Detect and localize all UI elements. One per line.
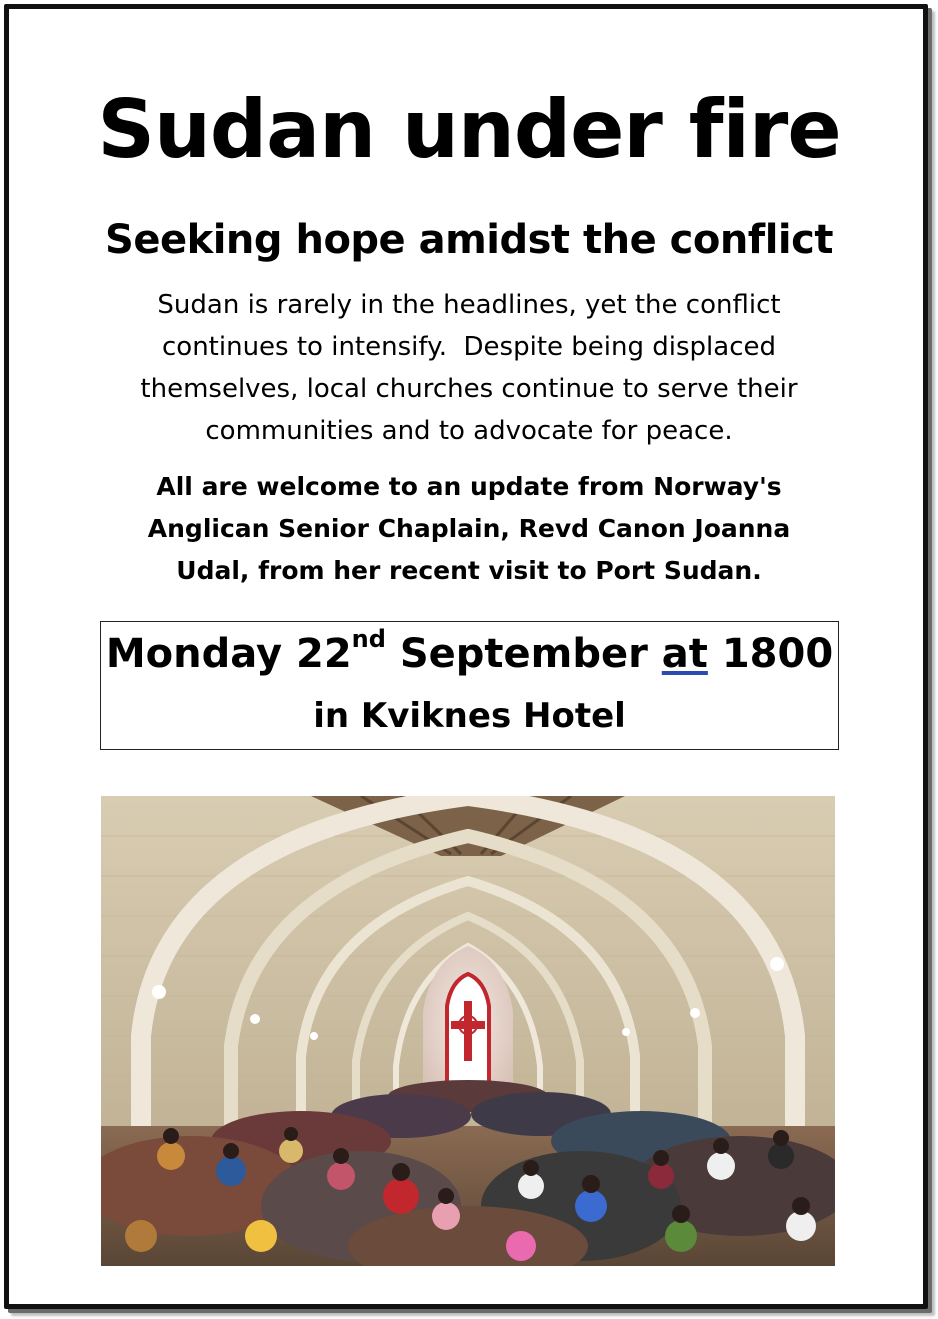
poster-subtitle: Seeking hope amidst the conflict bbox=[105, 217, 833, 263]
description-paragraph bbox=[110, 284, 828, 452]
event-venue: in Kviknes Hotel bbox=[313, 696, 626, 736]
event-month: September bbox=[385, 631, 662, 677]
event-time: 1800 bbox=[707, 631, 834, 677]
welcome-line: All are welcome to an update from Norway's bbox=[156, 472, 782, 501]
poster-title: Sudan under fire bbox=[97, 83, 841, 176]
welcome-paragraph bbox=[120, 466, 818, 592]
event-date-time bbox=[101, 624, 838, 680]
description-line: communities and to advocate for peace. bbox=[205, 416, 733, 446]
church-interior-illustration bbox=[101, 796, 835, 1266]
description-line: themselves, local churches continue to serve their bbox=[140, 374, 798, 404]
description-line: Sudan is rarely in the headlines, yet the conflict bbox=[157, 290, 781, 320]
welcome-line: Udal, from her recent visit to Port Sudan. bbox=[176, 556, 762, 585]
description-line: continues to intensify. Despite being displaced bbox=[162, 332, 776, 362]
welcome-line: Anglican Senior Chaplain, Revd Canon Joanna bbox=[147, 514, 791, 543]
church-interior-photo bbox=[101, 796, 835, 1266]
event-ordinal-suffix: nd bbox=[351, 624, 386, 653]
event-details-box bbox=[100, 621, 839, 750]
event-day: Monday 22 bbox=[105, 631, 352, 677]
event-at-word: at bbox=[661, 631, 708, 677]
